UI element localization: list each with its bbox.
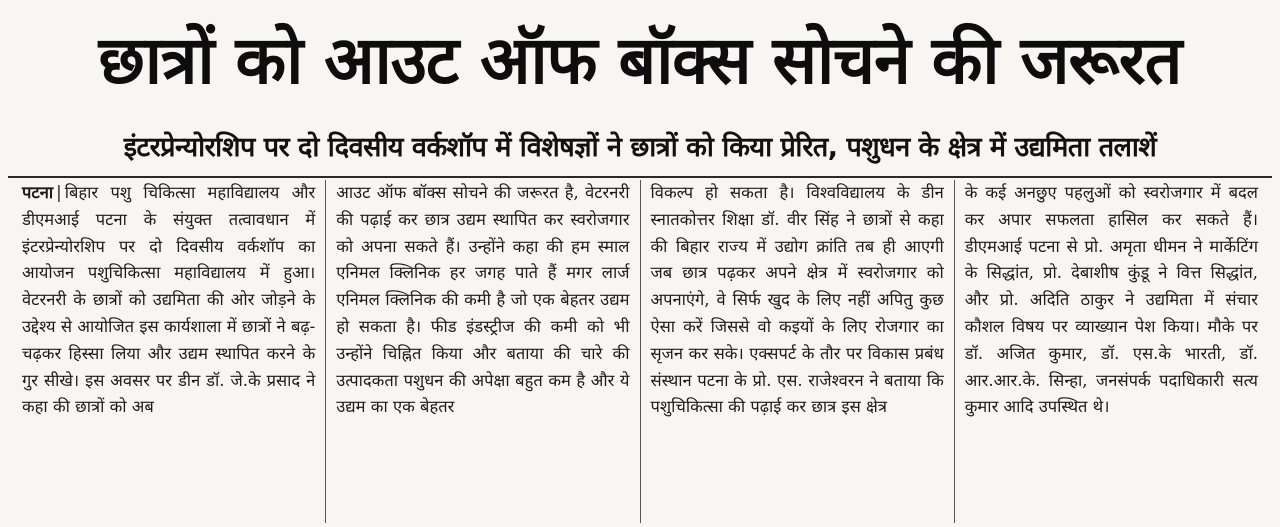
article-column-4 (954, 180, 1268, 523)
article-body (12, 180, 1268, 523)
dateline: पटना (22, 183, 54, 202)
headline-divider (8, 176, 1272, 178)
subheadline: इंटरप्रेन्योरशिप पर दो दिवसीय वर्कशॉप में विशेषज्ञों ने छात्रों को किया प्रेरित, पशुधन के क्षेत्र में उद्यमिता तलाशें (123, 132, 1157, 163)
article-column-1 (12, 180, 325, 523)
dateline-separator: | (56, 183, 62, 202)
column-2-text: आउट ऑफ बॉक्स सोचने की जरूरत है, वेटरनरी की पढ़ाई कर छात्र उद्यम स्थापित कर स्वरोजगार को अपना सकते हैं। उन्होंने कहा की हम स्माल एनिमल क्लिनिक हर जगह पाते हैं मगर लार्ज एनिमल क्लिनिक की कमी है जो एक बेहतर उद्यम हो सकता है। फीड इंडस्ट्रीज की कमी को भी उन्होंने चिह्नित किया और बताया की चारे की उत्पादकता पशुधन की अपेक्षा बहुत कम है और ये उद्यम का एक बेहतर (336, 183, 630, 417)
headline: छात्रों को आउट ऑफ बॉक्स सोचने की जरूरत (98, 22, 1182, 99)
column-1-text: बिहार पशु चिकित्सा महाविद्यालय और डीएमआई पटना के संयुक्त तत्वावधान में इंटरप्रेन्योरशिप पर दो दिवसीय वर्कशॉप का आयोजन पशुचिकित्सा महाविद्यालय में हुआ। वेटरनरी के छात्रों को उद्यमिता की ओर जोड़ने के उद्देश्य से आयोजित इस कार्यशाला में छात्रों ने बढ़-चढ़कर हिस्सा लिया और उद्यम स्थापित करने के गुर सीखे। इस अवसर पर डीन डॉ. जे.के प्रसाद ने कहा की छात्रों को अब (22, 183, 316, 417)
column-4-text: के कई अनछुए पहलुओं को स्वरोजगार में बदल कर अपार सफलता हासिल कर सकते हैं। डीएमआई पटना से प्रो. अमृता धीमन ने मार्केटिंग के सिद्धांत, प्रो. देबाशीष कुंडू ने वित्त सिद्धांत, और प्रो. अदिति ठाकुर ने उद्यमिता में संचार कौशल विषय पर व्याख्यान पेश किया। मौके पर डॉ. अजित कुमार, डॉ. एस.के भारती, डॉ. आर.आर.के. सिन्हा, जनसंपर्क पदाधिकारी सत्य कुमार आदि उपस्थित थे। (964, 183, 1258, 417)
column-3-text: विकल्प हो सकता है। विश्वविद्यालय के डीन स्नातकोत्तर शिक्षा डॉ. वीर सिंह ने छात्रों से कहा की बिहार राज्य में उद्योग क्रांति तब ही आएगी जब छात्र पढ़कर अपने क्षेत्र में स्वरोजगार को अपनाएंगे, वे सिर्फ खुद के लिए नहीं अपितु कुछ ऐसा करें जिससे वो कइयों के लिए रोजगार का सृजन कर सके। एक्सपर्ट के तौर पर विकास प्रबंध संस्थान पटना के प्रो. एस. राजेश्वरन ने बताया कि पशुचिकित्सा की पढ़ाई कर छात्र इस क्षेत्र (650, 183, 944, 417)
article-column-3 (640, 180, 954, 523)
article-column-2 (325, 180, 639, 523)
